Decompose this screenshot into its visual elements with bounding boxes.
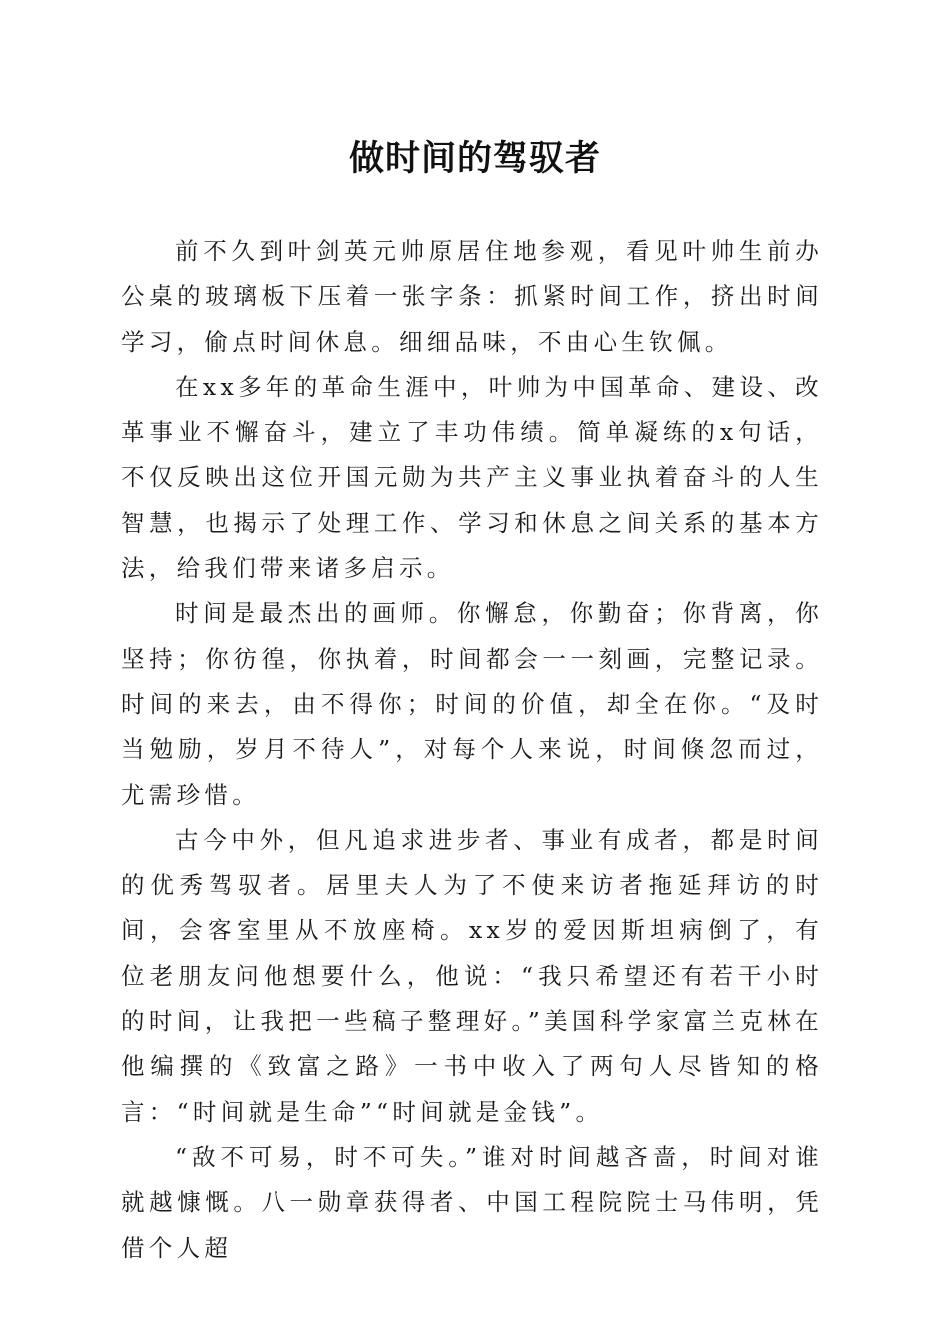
paragraph-5: “敌不可易，时不可失。”谁对时间越吝啬，时间对谁就越慷慨。八一勋章获得者、中国工程院院士马伟明，凭借个人超 bbox=[121, 1142, 823, 1262]
paragraph-4: 古今中外，但凡追求进步者、事业有成者，都是时间的优秀驾驭者。居里夫人为了不使来访者拖延拜访的时间，会客室里从不放座椅。xx岁的爱因斯坦病倒了，有位老朋友问他想要什么，他说：“我只希望还有若干小时的时间，让我把一些稿子整理好。”美国科学家富兰克林在他编撰的《致富之路》一书中收入了两句人尽皆知的格言：“时间就是生命”“时间就是金钱”。 bbox=[121, 825, 823, 1126]
paragraph-2: 在xx多年的革命生涯中，叶帅为中国革命、建设、改革事业不懈奋斗，建立了丰功伟绩。简单凝练的x句话，不仅反映出这位开国元勋为共产主义事业执着奋斗的人生智慧，也揭示了处理工作、学习和休息之间关系的基本方法，给我们带来诸多启示。 bbox=[121, 372, 823, 583]
document-body bbox=[121, 229, 823, 1271]
paragraph-1: 前不久到叶剑英元帅原居住地参观，看见叶帅生前办公桌的玻璃板下压着一张字条：抓紧时间工作，挤出时间学习，偷点时间休息。细细品味，不由心生钦佩。 bbox=[121, 237, 823, 356]
document-title: 做时间的驾驭者 bbox=[348, 138, 601, 179]
paragraph-3: 时间是最杰出的画师。你懈怠，你勤奋；你背离，你坚持；你彷徨，你执着，时间都会一一刻画，完整记录。时间的来去，由不得你；时间的价值，却全在你。“及时当勉励，岁月不待人”，对每个人来说，时间倏忽而过，尤需珍惜。 bbox=[121, 599, 823, 809]
